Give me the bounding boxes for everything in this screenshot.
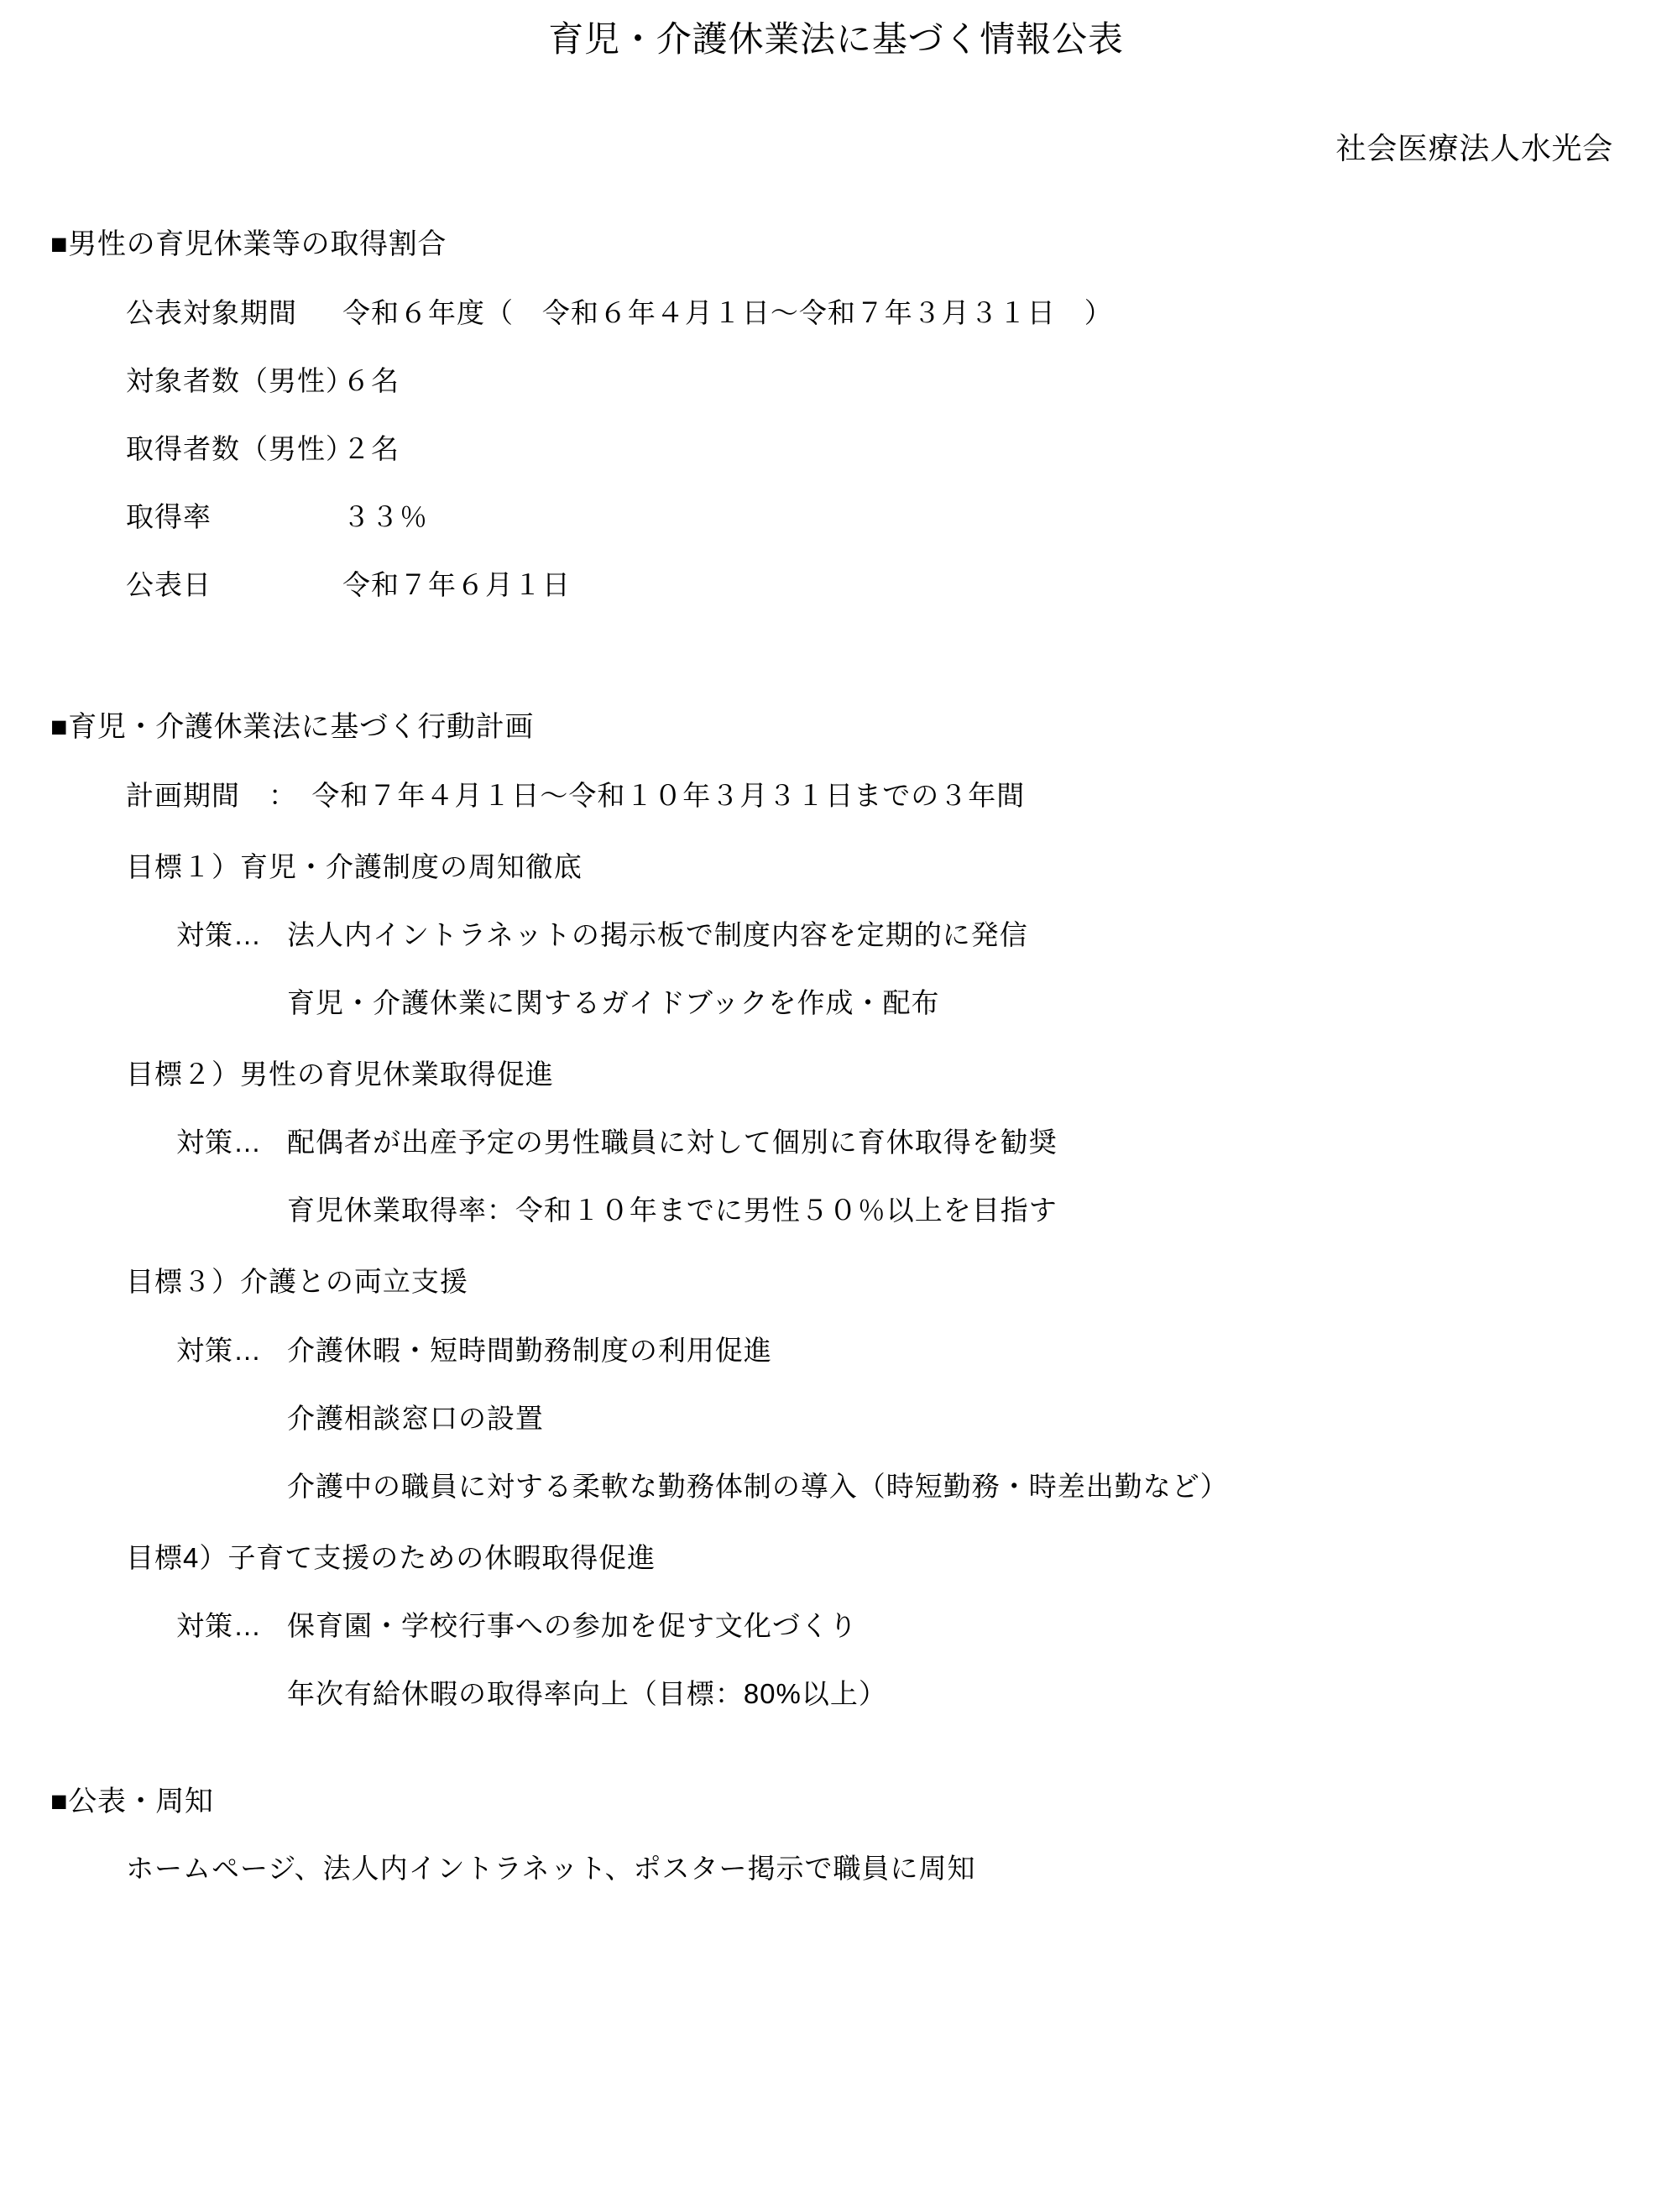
measure-text: 法人内イントラネットの掲示板で制度内容を定期的に発信 xyxy=(287,918,1028,950)
measure-text: 配偶者が出産予定の男性職員に対して個別に育休取得を勧奨 xyxy=(287,1127,1058,1158)
organization-name: 社会医療法人水光会 xyxy=(1335,130,1613,165)
info-row xyxy=(50,495,1622,538)
plan-period: 計画期間 ： 令和７年４月１日～令和１０年３月３１日までの３年間 xyxy=(126,779,1026,811)
goal-title: 目標１）育児・介護制度の周知徹底 xyxy=(126,850,583,882)
measure-text: 育児・介護休業に関するガイドブックを作成・配布 xyxy=(287,986,940,1018)
measure-row xyxy=(50,1604,1622,1647)
page-title: 育児・介護休業法に基づく情報公表 xyxy=(548,19,1124,59)
info-row-value: ３３％ xyxy=(342,501,428,533)
info-row xyxy=(50,563,1622,606)
publication-line: ホームページ、法人内イントラネット、ポスター掲示で職員に周知 xyxy=(126,1853,976,1885)
goal-title: 目標4）子育て支援のための休暇取得促進 xyxy=(126,1542,656,1574)
measure-label: 対策… xyxy=(176,1610,262,1642)
info-row-label: 公表対象期間 xyxy=(126,296,297,328)
section-action-plan xyxy=(50,706,1622,1716)
section3-heading: ■公表・周知 xyxy=(50,1786,214,1818)
document-page xyxy=(0,15,1672,2212)
section-publication xyxy=(50,1781,1622,1890)
info-row xyxy=(50,427,1622,470)
measure-text: 介護中の職員に対する柔軟な勤務体制の導入（時短勤務・時差出勤など） xyxy=(287,1470,1229,1502)
info-row-value: ２名 xyxy=(342,433,400,465)
measure-label: 対策… xyxy=(176,1334,262,1366)
info-row-label: 公表日 xyxy=(126,569,212,601)
measure-text: 介護相談窓口の設置 xyxy=(287,1402,544,1434)
measure-row xyxy=(50,1329,1622,1372)
measure-row xyxy=(50,1121,1622,1164)
measure-text: 年次有給休暇の取得率向上（目標：80%以上） xyxy=(287,1678,887,1710)
info-row-label: 対象者数（男性） xyxy=(126,364,354,396)
info-row xyxy=(50,291,1622,334)
info-row-label: 取得者数（男性） xyxy=(126,433,354,465)
spacer xyxy=(50,607,1622,651)
measure-text: 介護休暇・短時間勤務制度の利用促進 xyxy=(287,1334,772,1366)
section2-heading: ■育児・介護休業法に基づく行動計画 xyxy=(50,710,535,743)
info-row-value: 令和７年６月１日 xyxy=(342,569,571,601)
info-row-label: 取得率 xyxy=(126,501,212,533)
measure-row xyxy=(50,913,1622,956)
info-row xyxy=(50,359,1622,402)
measure-label: 対策… xyxy=(176,1127,262,1158)
info-row-value: 令和６年度（ 令和６年４月１日～令和７年３月３１日 ） xyxy=(342,296,1113,328)
goal-title: 目標３）介護との両立支援 xyxy=(126,1266,468,1298)
measure-label: 対策… xyxy=(176,918,262,950)
goal-title: 目標２）男性の育児休業取得促進 xyxy=(126,1059,554,1090)
section1-heading: ■男性の育児休業等の取得割合 xyxy=(50,227,447,260)
info-row-value: ６名 xyxy=(342,364,400,396)
measure-text: 育児休業取得率：令和１０年までに男性５０％以上を目指す xyxy=(287,1195,1058,1226)
measure-text: 保育園・学校行事への参加を促す文化づくり xyxy=(287,1610,858,1642)
section-male-childcare-leave-rate xyxy=(50,223,1622,607)
